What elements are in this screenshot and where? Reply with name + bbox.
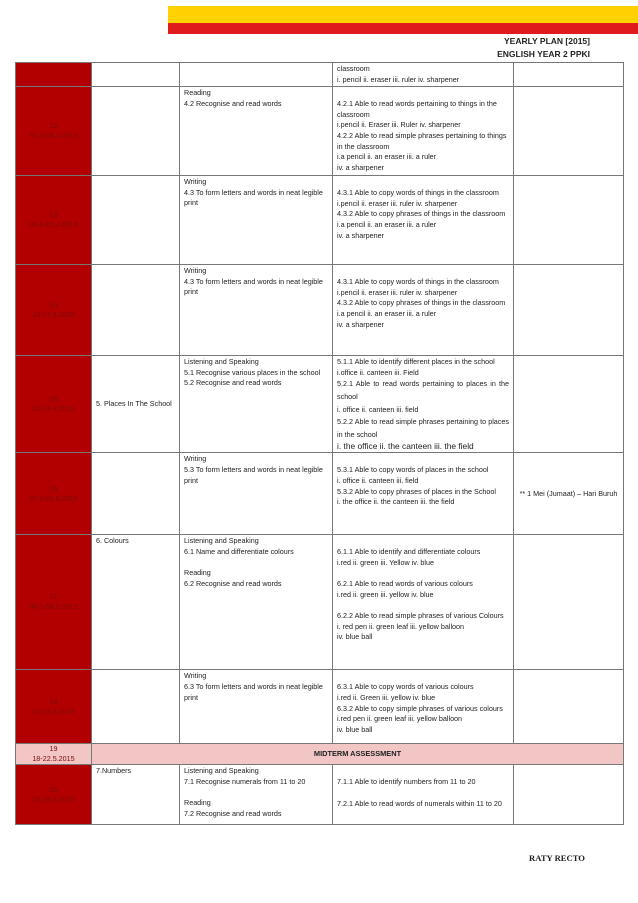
week-cell (16, 87, 92, 176)
standard-text: 7.2.1 Able to read words of numerals within 11 to 20 (337, 798, 502, 808)
note-cell (514, 265, 624, 356)
yearly-plan-table (15, 62, 624, 825)
table-row (16, 765, 624, 825)
week-cell (16, 670, 92, 744)
skill-text: Listening and Speaking 5.1 Recognise various places in the school 5.2 Recognise and read words (184, 357, 321, 388)
skill-cell (180, 265, 333, 356)
standard-cell (333, 765, 514, 825)
skill-text: Writing 5.3 To form letters and words in neat legible print (184, 454, 323, 485)
standard-cell (333, 63, 514, 87)
skill-text: Writing 4.3 To form letters and words in neat legible print (184, 266, 323, 297)
week-dates: 13-17.4.2015 (32, 310, 75, 320)
note-cell (514, 87, 624, 176)
week-cell (16, 453, 92, 535)
week-cell (16, 356, 92, 453)
week-number: 19 (49, 744, 58, 754)
footer-author: RATY RECTO (529, 853, 585, 863)
week-cell (16, 535, 92, 670)
week-number: 16 (49, 483, 58, 493)
standard-text: i. the office ii. the canteen iii. the field (337, 441, 474, 452)
skill-text: Reading 7.2 Recognise and read words (184, 798, 282, 818)
table-row-midterm (16, 744, 624, 765)
week-number: 14 (49, 300, 58, 310)
week-cell (16, 176, 92, 265)
topic-cell (92, 453, 180, 535)
standard-cell (333, 87, 514, 176)
week-number: 20 (49, 784, 58, 794)
topic-cell (92, 176, 180, 265)
doc-subtitle: ENGLISH YEAR 2 PPKI (497, 49, 590, 59)
week-cell (16, 744, 92, 765)
note-cell (514, 176, 624, 265)
skill-cell (180, 63, 333, 87)
standard-text: 6.2.1 Able to read words of various colours i.red ii. green iii. yellow iv. blue (337, 579, 473, 599)
standard-text: classroom i. pencil ii. eraser iii. ruler iv. sharpener (337, 64, 460, 84)
standard-cell (333, 535, 514, 670)
week-cell (16, 765, 92, 825)
topic-text: 6. Colours (96, 536, 129, 546)
midterm-assessment-cell: MIDTERM ASSESSMENT (92, 744, 624, 765)
skill-cell (180, 356, 333, 453)
standard-text: 7.1.1 Able to identify numbers from 11 to 20 (337, 777, 476, 787)
doc-title: YEARLY PLAN [2015] (504, 36, 590, 46)
table-row (16, 535, 624, 670)
skill-text: Writing 4.3 To form letters and words in neat legible print (184, 177, 323, 208)
table-row (16, 265, 624, 356)
standard-cell (333, 265, 514, 356)
standard-text: 4.3.1 Able to copy words of things in the classroom i.pencil ii. eraser iii. ruler iv. sharpener 4.3.2 Able to copy phrases of things in the classroom i.a pencil ii. an eraser iii. a ruler iv. a sharpener (337, 188, 506, 240)
week-number: 15 (49, 394, 58, 404)
week-dates: 11-15.5.2015 (32, 706, 75, 716)
week-number: 18 (49, 696, 58, 706)
skill-cell (180, 765, 333, 825)
skill-text: Writing 6.3 To form letters and words in neat legible print (184, 671, 323, 702)
week-cell (16, 63, 92, 87)
skill-cell (180, 453, 333, 535)
standard-text: 5.3.1 Able to copy words of places in the school i. office ii. canteen iii. field 5.3.2 Able to copy phrases of places in the School i. the office ii. the canteen iii. the field (337, 465, 497, 507)
standard-text: 5.2.2 Able to read simple phrases pertaining to places in the school (337, 417, 509, 439)
week-number: 12 (49, 121, 58, 131)
week-dates: 20-24.4.2015 (32, 404, 75, 414)
table-row (16, 356, 624, 453)
topic-cell (92, 535, 180, 670)
skill-text: Reading 4.2 Recognise and read words (184, 88, 282, 108)
note-cell (514, 356, 624, 453)
skill-cell (180, 87, 333, 176)
standard-text: 5.2.1 Able to read words pertaining to places in the school (337, 379, 509, 401)
header-stripe (168, 6, 638, 34)
skill-text: Listening and Speaking 7.1 Recognise numerals from 11 to 20 (184, 766, 306, 786)
topic-cell (92, 63, 180, 87)
week-dates: 27.4-01.5.2015 (29, 493, 78, 503)
standard-text: 4.2.1 Able to read words pertaining to things in the classroom i.pencil ii. Eraser iii. Ruler iv. sharpener 4.2.2 Able to read simple phrases pertaining to things in the classroom i.a pencil ii. an eraser iii. a ruler iv. a sharpener (337, 99, 507, 172)
skill-cell (180, 535, 333, 670)
holiday-note: ** 1 Mei (Jumaat) – Hari Buruh (519, 488, 618, 498)
topic-text: 5. Places In The School (96, 398, 172, 408)
header-stripe-yellow (168, 6, 638, 23)
week-dates: 25-29.5.2015 (32, 794, 75, 804)
week-dates: 18-22.5.2015 (32, 754, 75, 764)
topic-cell (92, 670, 180, 744)
standard-text: 6.3.1 Able to copy words of various colours i.red ii. Green iii. yellow iv. blue 6.3.2 Able to copy simple phrases of various colours i.red pen ii. green leaf iii. yellow balloon iv. blue ball (337, 682, 503, 734)
skill-text: Listening and Speaking 6.1 Name and differentiate colours (184, 536, 294, 556)
note-cell (514, 453, 624, 535)
topic-cell (92, 87, 180, 176)
table-row (16, 87, 624, 176)
week-number: 17 (49, 592, 58, 602)
topic-text: 7.Numbers (96, 766, 132, 776)
table-row (16, 63, 624, 87)
topic-cell (92, 356, 180, 453)
standard-cell (333, 670, 514, 744)
skill-cell (180, 176, 333, 265)
skill-text: Reading 6.2 Recognise and read words (184, 568, 282, 588)
standard-text: i. office ii. canteen iii. field (337, 405, 419, 415)
note-cell (514, 535, 624, 670)
topic-cell (92, 265, 180, 356)
header-stripe-red (168, 23, 638, 34)
note-cell (514, 63, 624, 87)
week-number: 13 (49, 210, 58, 220)
standard-text: 4.3.1 Able to copy words of things in the classroom i.pencil ii. eraser iii. ruler iv. sharpener 4.3.2 Able to copy phrases of things in the classroom i.a pencil ii. an eraser iii. a ruler iv. a sharpener (337, 277, 506, 329)
week-dates: 06.4-10.4.2015 (29, 220, 78, 230)
week-dates: 04.5-08.5.2015 (29, 602, 78, 612)
note-cell (514, 670, 624, 744)
note-cell (514, 765, 624, 825)
standard-text: 6.2.2 Able to read simple phrases of various Colours i. red pen ii. green leaf iii. yellow balloon iv. blue ball (337, 610, 504, 642)
table-row (16, 176, 624, 265)
table-row (16, 670, 624, 744)
table-row (16, 453, 624, 535)
standard-text: 5.1.1 Able to identify different places in the school i.office ii. canteen iii. Field (337, 357, 495, 377)
week-cell (16, 265, 92, 356)
standard-text: 6.1.1 Able to identify and differentiate colours i.red ii. green iii. Yellow iv. blue (337, 547, 481, 567)
standard-cell (333, 453, 514, 535)
standard-cell (333, 176, 514, 265)
week-dates: 30.3-03.4.2015 (29, 131, 78, 141)
standard-cell (333, 356, 514, 453)
topic-cell (92, 765, 180, 825)
skill-cell (180, 670, 333, 744)
